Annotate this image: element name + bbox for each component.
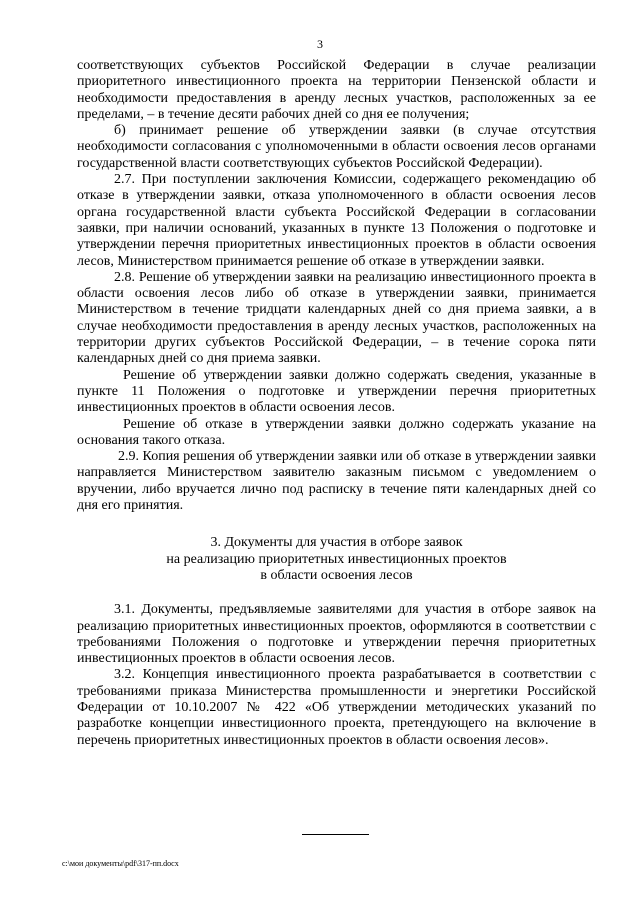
paragraph: 2.7. При поступлении заключения Комиссии, содержащего рекомендацию об отказе в утверждении заявки, отказа уполномоченного в области освоения лесов органа государственной власти субъекта Российской Федерации в согласовании заявки, при наличии оснований, указанных в пункте 13 Положения о подготовке и утверждении перечня приоритетных инвестиционных проектов в области освоения лесов, Министерством принимается решение об отказе в утверждении заявки.	[77, 172, 596, 269]
paragraph: 2.8. Решение об утверждении заявки на реализацию инвестиционного проекта в области освоения лесов либо об отказе в утверждении заявки, принимается Министерством в течение тридцати календарных дней со дня приема заявки, а в случае необходимости предоставления в аренду лесных участков, расположенных на территории других субъектов Российской Федерации, – в течение сорока пяти календарных дней со дня приема заявки.	[77, 269, 596, 367]
section-heading-line: в области освоения лесов	[260, 567, 413, 583]
section-heading-line: 3. Документы для участия в отборе заявок	[210, 535, 463, 551]
paragraph: 3.1. Документы, предъявляемые заявителями для участия в отборе заявок на реализацию приоритетных инвестиционных проектов, оформляются в соответствии с требованиями Положения о подготовке и утверждении перечня приоритетных инвестиционных проектов в области освоения лесов.	[77, 602, 596, 667]
paragraph: соответствующих субъектов Российской Федерации в случае реализации приоритетного инвестиционного проекта на территории Пензенской области и необходимости предоставления в аренду лесных участков, расположенных за ее пределами, – в течение десяти рабочих дней со дня ее получения;	[77, 58, 596, 122]
file-path: c:\мои документы\pdf\317-пп.docx	[62, 859, 179, 868]
paragraph: б) принимает решение об утверждении заявки (в случае отсутствия необходимости согласования с уполномоченными в области освоения лесов органами государственной власти соответствующих субъектов Российской Федерации).	[77, 123, 596, 171]
footer-divider	[302, 834, 369, 835]
spacer	[77, 584, 596, 602]
page-number: 3	[317, 37, 323, 51]
section-heading-line: на реализацию приоритетных инвестиционных проектов	[166, 551, 507, 567]
paragraph: Решение об отказе в утверждении заявки должно содержать указание на основания такого отказа.	[77, 416, 596, 448]
section-heading	[77, 535, 596, 584]
paragraph: 3.2. Концепция инвестиционного проекта разрабатывается в соответствии с требованиями приказа Министерства промышленности и энергетики Российской Федерации от 10.10.2007 № 422 «Об утверждении методических указаний по разработке концепции инвестиционного проекта, претендующего на включение в перечень приоритетных инвестиционных проектов в области освоения лесов».	[77, 667, 596, 748]
document-body	[77, 58, 596, 749]
paragraph: 2.9. Копия решения об утверждении заявки или об отказе в утверждении заявки направляется Министерством заявителю заказным письмом с уведомлением о вручении, либо вручается лично под расписку в течение пяти календарных дней со дня его принятия.	[77, 449, 596, 514]
paragraph: Решение об утверждении заявки должно содержать сведения, указанные в пункте 11 Положения о подготовке и утверждении перечня приоритетных инвестиционных проектов в области освоения лесов.	[77, 367, 596, 416]
